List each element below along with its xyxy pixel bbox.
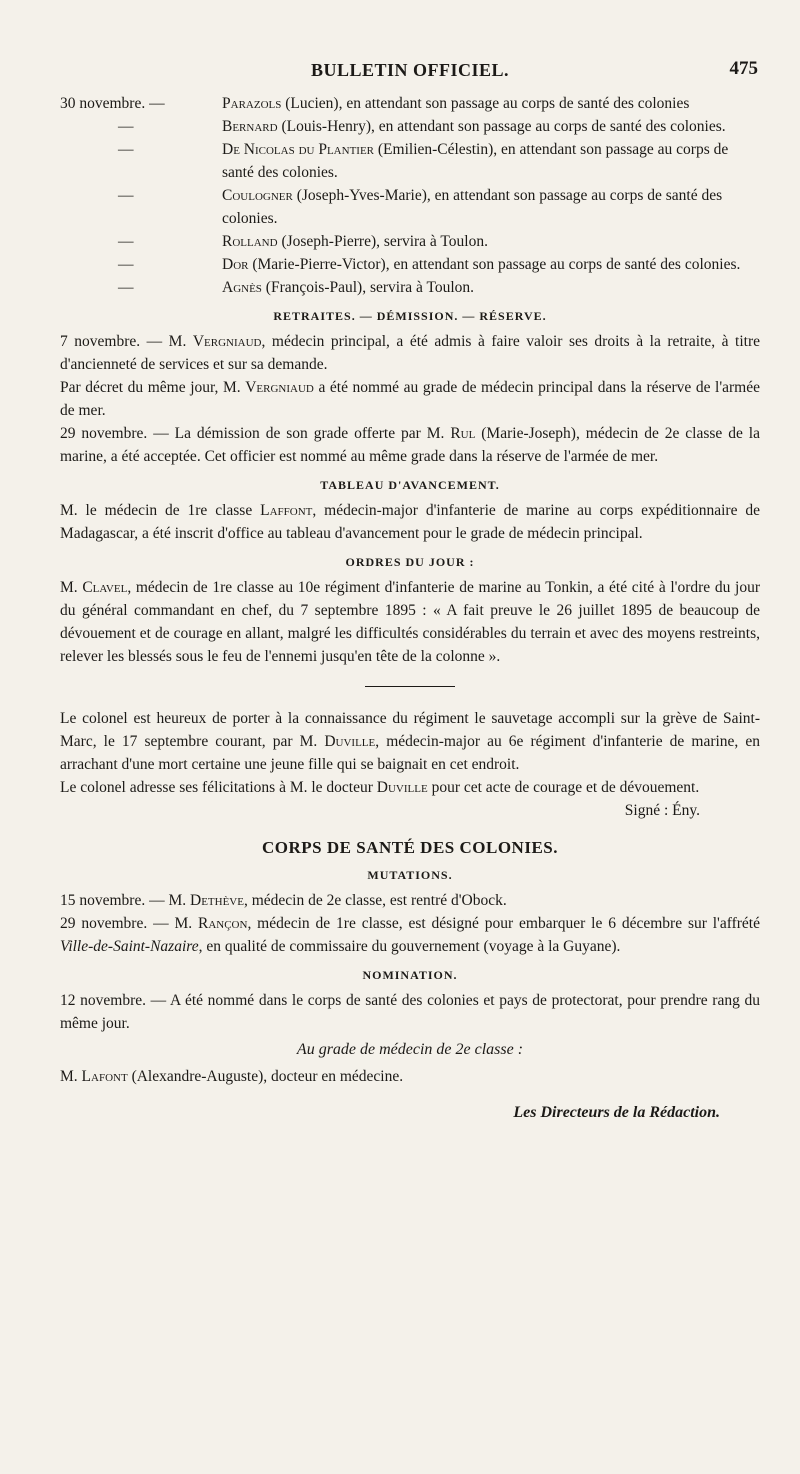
text: M. le médecin de 1re classe <box>60 502 261 519</box>
subheading-mutations: MUTATIONS. <box>367 868 453 882</box>
appointment-entry <box>60 184 760 230</box>
paragraph <box>60 330 760 376</box>
person-name: Dethève <box>190 892 244 909</box>
person-name: Bernard <box>222 118 278 135</box>
person-name: Coulogner <box>222 187 293 204</box>
person-name: Rolland <box>222 233 278 250</box>
text: 7 novembre. — M. <box>60 333 193 350</box>
entry-text: (Joseph-Pierre), servira à Toulon. <box>277 233 488 250</box>
entry-dash: — <box>118 118 134 135</box>
text: , en qualité de commissaire du gouvernement (voyage à la Guyane). <box>198 938 621 955</box>
paragraph <box>60 707 760 776</box>
paragraph <box>60 422 760 468</box>
person-name: Vergniaud <box>192 333 262 350</box>
text: Par décret du même jour, M. <box>60 379 246 396</box>
signature-line <box>60 799 760 822</box>
paragraph <box>60 376 760 422</box>
entry-text: (Emilien-Célestin), en attendant son passage au corps de santé des colonies. <box>222 141 729 181</box>
person-name: Duville <box>324 733 376 750</box>
text: a été nommé au grade de médecin principal dans la réserve de l'armée de mer. <box>60 379 760 419</box>
person-name: Vergniaud <box>245 379 314 396</box>
text: M. <box>60 1068 82 1085</box>
text: , médecin de 2e classe, est rentré d'Obock. <box>243 892 507 909</box>
section-heading-corps: CORPS DE SANTÉ DES COLONIES. <box>262 838 558 857</box>
paragraph <box>60 499 760 545</box>
text: 29 novembre. — La démission de son grade offerte par M. <box>60 425 451 442</box>
appointment-entry <box>60 138 760 184</box>
person-name: Laffont <box>260 502 313 519</box>
text: , médecin principal, a été admis à faire valoir ses droits à la retraite, à titre d'ancienneté de services et sur sa demande. <box>60 333 760 373</box>
ship-name: Ville-de-Saint-Nazaire <box>60 938 199 955</box>
entry-date: 30 novembre. — <box>60 95 165 112</box>
text: pour cet acte de courage et de dévouement. <box>427 779 700 796</box>
text: (Alexandre-Auguste), docteur en médecine. <box>127 1068 404 1085</box>
section-heading-retraites: RETRAITES. — DÉMISSION. — RÉSERVE. <box>273 309 547 323</box>
text: , médecin de 1re classe au 10e régiment d'infanterie de marine au Tonkin, a été cité à l'ordre du jour du général commandant en chef, du 7 septembre 1895 : « A fait preuve le 26 juillet 1895 de beaucoup de dévouement et de courage en allant, malgré les difficultés considérables du terrain et avec des moyens restreints, relever les blessés sous le feu de l'ennemi jusqu'en tête de la colonne ». <box>60 579 760 665</box>
appointments-list <box>60 92 760 299</box>
paragraph <box>60 776 760 799</box>
entry-dash: — <box>118 233 134 250</box>
text: 29 novembre. — M. <box>60 915 198 932</box>
entry-text: (François-Paul), servira à Toulon. <box>261 279 475 296</box>
entry-text: (Lucien), en attendant son passage au corps de santé des colonies <box>281 95 690 112</box>
appointment-entry <box>60 92 760 115</box>
appointment-entry <box>60 230 760 253</box>
person-name: Rul <box>450 425 476 442</box>
entry-dash: — <box>118 187 134 204</box>
entry-text: (Marie-Pierre-Victor), en attendant son passage au corps de santé des colonies. <box>248 256 741 273</box>
entry-text: (Joseph-Yves-Marie), en attendant son passage au corps de santé des colonies. <box>222 187 723 227</box>
text: 15 novembre. — M. <box>60 892 191 909</box>
text: , médecin de 1re classe, est désigné pour embarquer le 6 décembre sur l'affrété <box>247 915 760 932</box>
entry-dash: — <box>118 279 134 296</box>
person-name: Lafont <box>81 1068 128 1085</box>
entry-dash: — <box>118 256 134 273</box>
closing-signature: Les Directeurs de la Rédaction. <box>513 1104 720 1121</box>
entry-dash: — <box>118 141 134 158</box>
subheading-grade: Au grade de médecin de 2e classe : <box>296 1041 524 1058</box>
appointment-entry <box>60 276 760 299</box>
page-number: 475 <box>729 58 758 79</box>
paragraph <box>60 576 760 668</box>
person-name: Parazols <box>222 95 282 112</box>
person-name: Rançon <box>197 915 248 932</box>
text: (Marie-Joseph), médecin de 2e classe de la marine, a été acceptée. Cet officier est nommé au même grade dans la réserve de l'armée de mer. <box>60 425 760 465</box>
signature: Signé : Ény. <box>624 802 700 819</box>
section-divider <box>365 686 455 687</box>
section-heading-ordres: ORDRES DU JOUR : <box>345 555 475 569</box>
text: , médecin-major d'infanterie de marine au corps expéditionnaire de Madagascar, a été inscrit d'office au tableau d'avancement pour le grade de médecin principal. <box>60 502 760 542</box>
text: M. <box>60 579 83 596</box>
text: , médecin-major au 6e régiment d'infanterie de marine, en arrachant d'une mort certaine une jeune fille qui se baignait en cet endroit. <box>60 733 761 773</box>
bulletin-title: BULLETIN OFFICIEL. <box>310 60 510 80</box>
section-heading-tableau: TABLEAU D'AVANCEMENT. <box>320 478 500 492</box>
paragraph <box>60 1065 760 1088</box>
person-name: Dor <box>222 256 249 273</box>
person-name: Agnès <box>222 279 262 296</box>
paragraph <box>60 912 760 958</box>
person-name: Clavel <box>82 579 128 596</box>
entry-text: (Louis-Henry), en attendant son passage au corps de santé des colonies. <box>277 118 726 135</box>
subheading-nomination: NOMINATION. <box>362 968 458 982</box>
paragraph: 12 novembre. — A été nommé dans le corps de santé des colonies et pays de protectorat, pour prendre rang du même jour. <box>60 992 760 1032</box>
running-head <box>60 58 760 92</box>
person-name: Duville <box>376 779 428 796</box>
appointment-entry <box>60 115 760 138</box>
person-name: De Nicolas du Plantier <box>222 141 375 158</box>
appointment-entry <box>60 253 760 276</box>
paragraph <box>60 889 760 912</box>
text: Le colonel adresse ses félicitations à M. le docteur <box>60 779 377 796</box>
text: Le colonel est heureux de porter à la connaissance du régiment le sauvetage accompli sur la grève de Saint-Marc, le 17 septembre courant, par M. <box>60 710 760 750</box>
